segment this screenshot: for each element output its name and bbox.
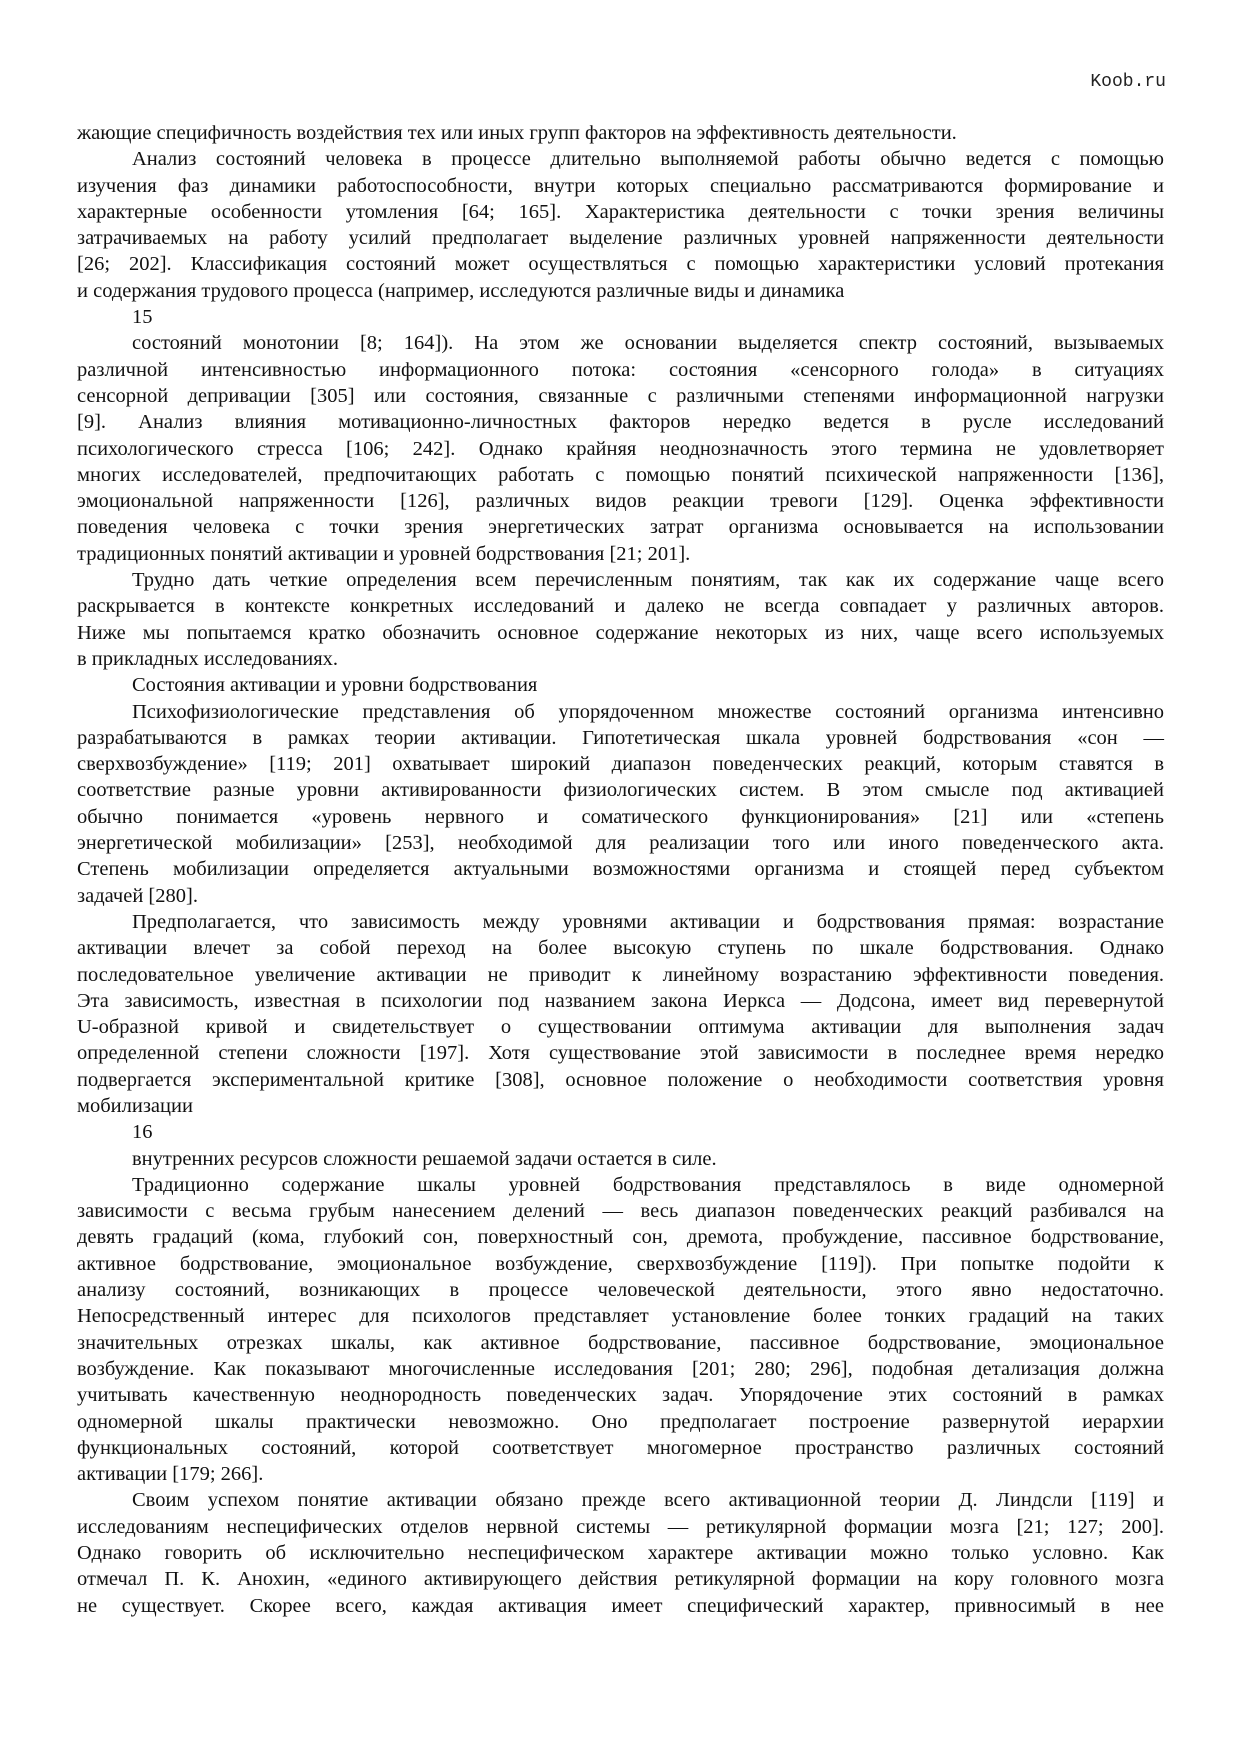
text-line: мобилизации bbox=[77, 1094, 193, 1117]
text-line: девять градаций (кома, глубокий сон, поверхностный сон, дремота, пробуждение, пассивное бодрствование, bbox=[77, 1226, 1164, 1249]
text-line: Ниже мы попытаемся кратко обозначить основное содержание некоторых из них, чаще всего используемых bbox=[77, 621, 1164, 644]
text-line: разрабатываются в рамках теории активации. Гипотетическая шкала уровней бодрствования «сон — bbox=[77, 726, 1164, 749]
paragraph bbox=[77, 1146, 1164, 1172]
text-line: функциональных состояний, которой соответствует многомерное пространство различных состояний bbox=[77, 1436, 1164, 1459]
text-line: затрачиваемых на работу усилий предполагает выделение различных уровней напряженности деятельности bbox=[77, 227, 1164, 250]
site-header: Koob.ru bbox=[1090, 72, 1166, 92]
text-line: соответствие разные уровни активированности физиологических систем. В этом смысле под активацией bbox=[77, 779, 1164, 802]
text-line: определенной степени сложности [197]. Хотя существование этой зависимости в последнее время нередко bbox=[77, 1042, 1164, 1065]
document-body bbox=[77, 120, 1164, 1619]
text-line: энергетической мобилизации» [253], необходимой для реализации того или иного поведенческого акта. bbox=[77, 832, 1164, 855]
text-line: анализу состояний, возникающих в процессе человеческой деятельности, этого явно недостаточно. bbox=[77, 1279, 1164, 1302]
text-line: раскрывается в контексте конкретных исследований и далеко не всегда совпадает у различных авторов. bbox=[77, 595, 1164, 618]
text-line: обычно понимается «уровень нервного и соматического функционирования» [21] или «степень bbox=[77, 805, 1164, 828]
text-line: Непосредственный интерес для психологов представляет установление более тонких градаций на таких bbox=[77, 1305, 1164, 1328]
text-line: не существует. Скорее всего, каждая активация имеет специфический характер, привносимый в нее bbox=[77, 1594, 1164, 1617]
text-line: 15 bbox=[132, 306, 153, 329]
text-line: эмоциональной напряженности [126], различных видов реакции тревоги [129]. Оценка эффективности bbox=[77, 490, 1164, 513]
paragraph bbox=[77, 120, 1164, 146]
page-number bbox=[77, 304, 1164, 330]
text-line: многих исследователей, предпочитающих работать с помощью понятий психической напряженности [136], bbox=[77, 463, 1164, 486]
text-line: последовательное увеличение активации не приводит к линейному возрастанию эффективности поведения. bbox=[77, 963, 1164, 986]
text-line: возбуждение. Как показывают многочисленные исследования [201; 280; 296], подобная детализация должна bbox=[77, 1357, 1164, 1380]
text-line: сверхвозбуждение» [119; 201] охватывает широкий диапазон поведенческих реакций, которым ставятся в bbox=[77, 753, 1164, 776]
paragraph bbox=[77, 330, 1164, 567]
text-line: U-образной кривой и свидетельствует о существовании оптимума активации для выполнения задач bbox=[77, 1016, 1164, 1039]
text-line: изучения фаз динамики работоспособности, внутри которых специально рассматриваются формирование и bbox=[77, 174, 1164, 197]
text-line: состояний монотонии [8; 164]). На этом же основании выделяется спектр состояний, вызываемых bbox=[132, 332, 1164, 355]
text-line: Психофизиологические представления об упорядоченном множестве состояний организма интенсивно bbox=[132, 700, 1164, 723]
text-line: Эта зависимость, известная в психологии под названием закона Иеркса — Додсона, имеет вид перевернутой bbox=[77, 989, 1164, 1012]
text-line: поведения человека с точки зрения энергетических затрат организма основывается на использовании bbox=[77, 516, 1164, 539]
text-line: активации влечет за собой переход на более высокую ступень по шкале бодрствования. Однако bbox=[77, 937, 1164, 960]
text-line: подвергается экспериментальной критике [308], основное положение о необходимости соответствия уровня bbox=[77, 1068, 1164, 1091]
page-number bbox=[77, 1119, 1164, 1145]
text-line: сенсорной депривации [305] или состояния, связанные с различными степенями информационной нагрузки bbox=[77, 384, 1164, 407]
paragraph bbox=[77, 567, 1164, 672]
text-line: задачей [280]. bbox=[77, 884, 198, 907]
text-line: Трудно дать четкие определения всем перечисленным понятиям, так как их содержание чаще всего bbox=[132, 569, 1164, 592]
text-line: [9]. Анализ влияния мотивационно-личностных факторов нередко ведется в русле исследований bbox=[77, 411, 1164, 434]
section-heading bbox=[77, 672, 1164, 698]
text-line: жающие специфичность воздействия тех или иных групп факторов на эффективность деятельности. bbox=[77, 122, 957, 144]
text-line: [26; 202]. Классификация состояний может осуществляться с помощью характеристики условий протекания bbox=[77, 253, 1164, 276]
text-line: традиционных понятий активации и уровней бодрствования [21; 201]. bbox=[77, 542, 691, 565]
text-line: характерные особенности утомления [64; 165]. Характеристика деятельности с точки зрения величины bbox=[77, 200, 1164, 223]
paragraph bbox=[77, 146, 1164, 304]
text-line: зависимости с весьма грубым нанесением делений — весь диапазон поведенческих реакций разбивался на bbox=[77, 1200, 1164, 1223]
text-line: 16 bbox=[132, 1121, 153, 1144]
text-line: Однако говорить об исключительно неспецифическом характере активации можно только условно. Как bbox=[77, 1542, 1164, 1565]
text-line: значительных отрезках шкалы, как активное бодрствование, пассивное бодрствование, эмоциональное bbox=[77, 1331, 1164, 1354]
text-line: и содержания трудового процесса (например, исследуются различные виды и динамика bbox=[77, 279, 845, 302]
paragraph bbox=[77, 909, 1164, 1119]
text-line: различной интенсивностью информационного потока: состояния «сенсорного голода» в ситуациях bbox=[77, 358, 1164, 381]
paragraph bbox=[77, 1172, 1164, 1488]
text-line: отмечал П. К. Анохин, «единого активирующего действия ретикулярной формации на кору головного мозга bbox=[77, 1568, 1164, 1591]
text-line: Анализ состояний человека в процессе длительно выполняемой работы обычно ведется с помощью bbox=[132, 148, 1164, 171]
text-line: исследованиям неспецифических отделов нервной системы — ретикулярной формации мозга [21; 127; 200]. bbox=[77, 1515, 1164, 1538]
text-line: внутренних ресурсов сложности решаемой задачи остается в силе. bbox=[132, 1147, 717, 1170]
text-line: Степень мобилизации определяется актуальными возможностями организма и стоящей перед субъектом bbox=[77, 858, 1164, 881]
text-line: учитывать качественную неоднородность поведенческих задач. Упорядочение этих состояний в рамках bbox=[77, 1384, 1164, 1407]
text-line: Традиционно содержание шкалы уровней бодрствования представлялось в виде одномерной bbox=[132, 1173, 1164, 1196]
paragraph bbox=[77, 699, 1164, 909]
text-line: одномерной шкалы практически невозможно. Оно предполагает построение развернутой иерархии bbox=[77, 1410, 1164, 1433]
text-line: Предполагается, что зависимость между уровнями активации и бодрствования прямая: возрастание bbox=[132, 910, 1164, 933]
text-line: психологического стресса [106; 242]. Однако крайняя неоднозначность этого термина не удовлетворяет bbox=[77, 437, 1164, 460]
text-line: в прикладных исследованиях. bbox=[77, 647, 338, 670]
paragraph bbox=[77, 1487, 1164, 1618]
text-line: активное бодрствование, эмоциональное возбуждение, сверхвозбуждение [119]). При попытке подойти к bbox=[77, 1252, 1164, 1275]
text-line: Состояния активации и уровни бодрствования bbox=[132, 674, 538, 697]
text-line: Своим успехом понятие активации обязано прежде всего активационной теории Д. Линдсли [119] и bbox=[132, 1489, 1164, 1512]
text-line: активации [179; 266]. bbox=[77, 1463, 264, 1486]
